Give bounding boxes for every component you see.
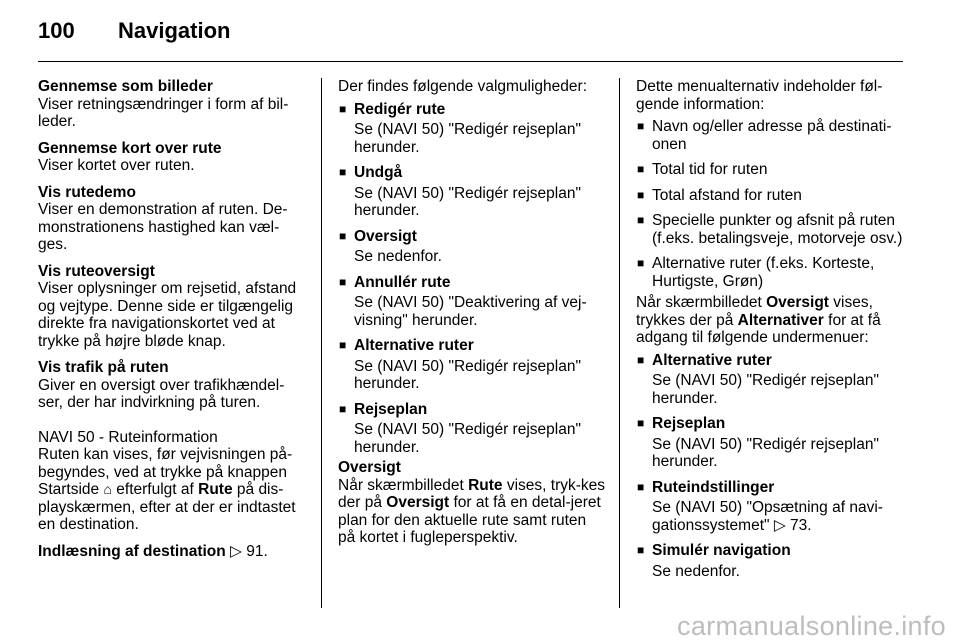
- entry-title: Vis ruteoversigt: [38, 262, 155, 280]
- subsection-heading: NAVI 50 - Ruteinformation: [38, 428, 218, 446]
- section-title: Navigation: [118, 18, 231, 43]
- option-desc: Se (NAVI 50) "Deaktivering af vej-visning" herunder.: [354, 294, 587, 329]
- info-item: [636, 212, 904, 247]
- option-title: Alternative ruter: [652, 351, 772, 369]
- bullet-icon: ■: [339, 165, 347, 179]
- option-title: Simulér navigation: [652, 542, 791, 559]
- bullet-icon: ■: [339, 338, 347, 352]
- subsection-text: [338, 477, 606, 547]
- entry-text: Giver en oversigt over trafikhændel-ser, der har indvirkning på turen.: [38, 376, 285, 411]
- reference-label: Indlæsning af destination: [38, 542, 226, 560]
- option-title: Annullér rute: [354, 273, 451, 291]
- page-header: [38, 18, 920, 48]
- bullet-icon: ■: [637, 479, 645, 494]
- bullet-icon: ■: [637, 416, 645, 430]
- bullet-icon: ■: [339, 101, 347, 116]
- bullet-icon: ■: [637, 162, 645, 176]
- option-title: Undgå: [354, 164, 403, 181]
- definition-entry: [38, 359, 306, 412]
- option-item: [338, 274, 606, 330]
- watermark: carmanualsonline.info: [677, 611, 946, 641]
- option-desc: Se (NAVI 50) "Redigér rejseplan" herunder.: [354, 357, 581, 392]
- definition-entry: [38, 78, 306, 131]
- option-item: [338, 101, 606, 157]
- bullet-icon: ■: [637, 213, 645, 227]
- text-run: for at få en detal-jeret plan for den aktuelle rute samt ruten på kortet i fugleperspektiv.: [338, 494, 601, 546]
- entry-title: Vis rutedemo: [38, 183, 136, 201]
- text-run: Når skærmbilledet: [636, 294, 762, 311]
- info-intro: Dette menualternativ indeholder føl-gende information:: [636, 78, 883, 113]
- reference-page: 91.: [246, 542, 268, 560]
- bullet-icon: ■: [339, 401, 347, 416]
- page-number: 100: [38, 18, 75, 43]
- definition-entry: [38, 184, 306, 254]
- bullet-icon: ■: [339, 228, 347, 243]
- text-run-bold: Rute: [198, 481, 233, 498]
- info-item: [636, 187, 904, 205]
- text-run: Ruten kan vises, før vejvisningen på-begyndes, ved at trykke på knappen Startside: [38, 446, 293, 498]
- entry-text: Viser oplysninger om rejsetid, afstand og vejtype. Denne side er tilgængelig direkte fra navigationskortet ved at trykke på højre bløde knap.: [38, 280, 297, 350]
- option-item: [636, 542, 904, 580]
- option-desc: Se (NAVI 50) "Redigér rejseplan" herunder.: [354, 121, 581, 156]
- column-divider: [321, 78, 322, 608]
- option-desc: Se (NAVI 50) "Redigér rejseplan" herunder.: [354, 184, 581, 219]
- option-item: [338, 164, 606, 220]
- text-run: Når skærmbilledet: [338, 476, 464, 494]
- info-item: [636, 118, 904, 153]
- option-desc: Se nedenfor.: [652, 562, 740, 580]
- arrow-right-icon: ▷: [230, 542, 242, 560]
- text-run-bold: Rute: [468, 476, 503, 494]
- cross-reference: [38, 543, 306, 561]
- bullet-icon: ■: [637, 352, 645, 367]
- entry-text: Viser en demonstration af ruten. De-monstrationens hastighed kan væl-ges.: [38, 201, 288, 253]
- entry-text: Viser kortet over ruten.: [38, 157, 195, 174]
- option-title: Alternative ruter: [354, 337, 474, 354]
- subsection-heading: Oversigt: [338, 459, 401, 476]
- option-item: [338, 401, 606, 457]
- paragraph: [636, 294, 904, 347]
- home-icon: ⌂: [103, 481, 112, 497]
- info-text: Specielle punkter og afsnit på ruten (f.eks. betalingsveje, motorveje osv.): [652, 212, 903, 247]
- option-title: Oversigt: [354, 227, 417, 245]
- info-text: Alternative ruter (f.eks. Korteste, Hurtigste, Grøn): [652, 255, 875, 290]
- option-desc: Se (NAVI 50) "Redigér rejseplan" herunder.: [354, 421, 581, 456]
- option-title: Rejseplan: [652, 415, 726, 432]
- text-run-bold: Oversigt: [766, 294, 829, 311]
- option-desc: Se (NAVI 50) "Redigér rejseplan" herunder.: [652, 435, 879, 470]
- arrow-right-icon: ▷: [773, 516, 786, 534]
- option-desc: Se (NAVI 50) "Redigér rejseplan" herunder.: [652, 372, 879, 407]
- option-desc: Se nedenfor.: [354, 248, 442, 265]
- info-text: Navn og/eller adresse på destinati-onen: [652, 118, 892, 153]
- option-item: [338, 337, 606, 393]
- bullet-icon: ■: [637, 119, 645, 133]
- option-item: [636, 415, 904, 471]
- info-item: [636, 161, 904, 179]
- entry-title: Gennemse kort over rute: [38, 139, 222, 157]
- entry-title: Vis trafik på ruten: [38, 359, 169, 376]
- info-text: Total afstand for ruten: [652, 186, 802, 204]
- option-item: [636, 479, 904, 535]
- column-1: [38, 78, 306, 560]
- definition-entry: [38, 263, 306, 351]
- options-intro: Der findes følgende valgmuligheder:: [338, 78, 587, 95]
- text-run: vises, tryk-kes der på: [338, 476, 606, 511]
- text-run: på dis-playskærmen, efter at der er indtastet en destination.: [38, 481, 296, 533]
- option-title: Redigér rute: [354, 100, 446, 118]
- option-desc: [652, 499, 904, 534]
- reference-page: 73.: [790, 516, 812, 534]
- info-item: [636, 255, 904, 290]
- option-item: [338, 228, 606, 266]
- bullet-icon: ■: [637, 543, 645, 557]
- bullet-icon: ■: [637, 187, 645, 202]
- text-run: for at få adgang til følgende undermenuer:: [636, 311, 881, 346]
- column-2: [338, 78, 606, 547]
- definition-entry: [38, 140, 306, 175]
- text-run: efterfulgt af: [116, 481, 194, 498]
- column-3: [636, 78, 904, 588]
- text-run-bold: Alternativer: [737, 311, 824, 329]
- option-item: [636, 352, 904, 408]
- option-title: Ruteindstillinger: [652, 478, 775, 496]
- text-run: vises, trykkes der på: [636, 294, 873, 329]
- bullet-icon: ■: [637, 256, 645, 270]
- text-run: Se (NAVI 50) "Opsætning af navi-gationssystemet": [652, 499, 883, 534]
- column-divider: [619, 78, 620, 608]
- entry-title: Gennemse som billeder: [38, 78, 213, 95]
- entry-text: Viser retningsændringer i form af bil-leder.: [38, 95, 289, 130]
- info-text: Total tid for ruten: [652, 161, 768, 178]
- header-rule: [38, 61, 903, 62]
- bullet-icon: ■: [339, 274, 347, 289]
- option-title: Rejseplan: [354, 400, 428, 418]
- text-run-bold: Oversigt: [386, 494, 450, 511]
- subsection-text: [38, 446, 306, 534]
